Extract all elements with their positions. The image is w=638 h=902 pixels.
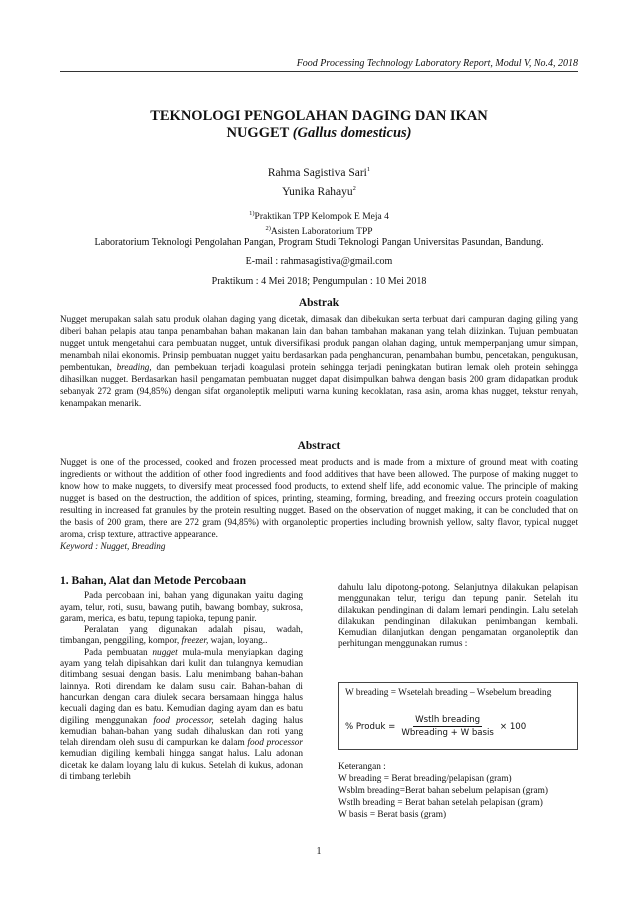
author-1-sup: 1	[366, 166, 371, 173]
abstrak-heading: Abstrak	[298, 297, 340, 309]
formula-breading: W breading = Wsetelah breading – Wsebelum breading	[345, 688, 552, 698]
metode-part-d: kemudian digiling kembali hingga sangat halus. Lalu adonan dicetak ke dalam loyang lalu di kukus. Setelah di kukus, adonan di timbang terlebih	[60, 749, 303, 783]
metode-part-c: setelah daging halus kemudian bahan-bahan yang sudah dihaluskan dan roti yang telah direndam oleh susu di campurkan ke dalam	[60, 715, 303, 749]
dates: Praktikum : 4 Mei 2018; Pengumpulan : 10 Mei 2018	[211, 276, 427, 287]
title-line-2-plain: NUGGET	[226, 125, 293, 141]
paragraph-bahan: Pada percobaan ini, bahan yang digunakan yaitu daging ayam, telur, roti, susu, bawang putih, bawang bombay, sukrosa, garam, merica, es batu, tepung tapioka, tepung panir.	[60, 591, 303, 624]
keterangan-item: W breading = Berat breading/pelapisan (gram)	[338, 774, 512, 784]
keywords: Keyword : Nugget, Breading	[60, 541, 166, 551]
abstrak-text-part-2: dan pembekuan terjadi koagulasi protein sehingga terjadi peningkatan butiran lemak oleh protein sehingga dihasilkan nugget. Berdasarkan hasil pengamatan pembuatan nugget dapat disimpulkan bahwa dengan basis 200 gram didapatkan produk sebanyak 272 gram (94,85%) dengan sifat organoleptik meliputi warna kuning kecoklatan, rasa asin, aroma khas nugget, tekstur renyah, kenampakan menarik.	[60, 362, 578, 408]
formula-lhs: % Produk =	[345, 721, 396, 732]
lab-affiliation: Laboratorium Teknologi Pengolahan Pangan, Program Studi Teknologi Pangan Universitas Pasundan, Bandung.	[94, 237, 544, 248]
paragraph-alat-italic: freezer,	[181, 636, 209, 647]
title-line-2	[60, 125, 578, 142]
abstrak-text	[60, 313, 578, 409]
keterangan-item: W basis = Berat basis (gram)	[338, 810, 447, 820]
paragraph-continued: dahulu lalu dipotong-potong. Selanjutnya dilakukan pelapisan menggunakan telur, terigu dan tepung panir. Setelah itu dilakukan pendinginan di dalam lemari pendingin. Lalu setelah dilakukan pendinginan dilakukan penimbangan kembali. Kemudian dilanjutkan dengan pengamatan organoleptik dan perhitungan menggunakan rumus :	[338, 583, 578, 650]
paper-title	[60, 108, 578, 142]
formula-rhs: × 100	[499, 721, 527, 732]
title-line-2-italic: (Gallus domesticus)	[292, 125, 412, 141]
author-2-name: Yunika Rahayu	[282, 185, 353, 198]
abstract-text	[60, 456, 578, 552]
author-2-sup: 2	[352, 184, 356, 192]
authors	[60, 162, 578, 200]
abstrak-text-part-1: Nugget merupakan salah satu produk olahan daging yang dicetak, dimasak dan dibekukan serta terbuat dari campuran daging giling yang diberi bahan pelapis atau tanpa penambahan bahan makanan lain dan bahan tambahan makanan yang telah diizinkan. Tujuan pembuatan nugget untuk mengetahui cara pembuatan nugget, untuk diversifikasi produk pangan olahan daging, untuk memperpanjang umur simpan, menambah nilai ekonomis. Prinsip pembuatan nugget yaitu berdasarkan pada penghancuran, penambahan bumbu, pencetakan, pengukusan, pembentukan,	[60, 314, 578, 372]
paragraph-metode	[60, 648, 303, 784]
keterangan	[338, 761, 578, 821]
left-column	[60, 576, 303, 783]
formula-numerator: Wstlh breading	[415, 715, 481, 725]
email: E-mail : rahmasagistiva@gmail.com	[245, 256, 393, 267]
formula-percent-product	[345, 715, 526, 738]
abstract-body: Nugget is one of the processed, cooked and frozen processed meat products and is made from a mixture of ground meat with coating ingredients or without the addition of other food ingredients and food additives that have been allowed. The purpose of making nugget to know how to make nuggets, to diversify meat processed food products, to extend shelf life, add economic value. The principle of making nugget is based on the destruction, the addition of spices, printing, steaming, forming, breading, and freezing occurs protein coagulation resulting in increased fat granules by the protein resulting nugget. Based on the observation of nugget making, it can be concluded that on the basis of 200 gram, there are 272 gram (94,85%) with organoleptic properties including brownish yellow, salty flavor, typical nugget aroma, crisp texture, attractive appearance.	[60, 457, 578, 539]
page-number: 1	[316, 846, 322, 857]
keterangan-item: Wstlh breading = Berat bahan setelah pelapisan (gram)	[338, 798, 543, 808]
affiliation-2-sup: 2)	[265, 225, 271, 233]
title-line-1: TEKNOLOGI PENGOLAHAN DAGING DAN IKAN	[150, 108, 488, 124]
paragraph-alat-part-2: wajan, loyang..	[208, 636, 268, 647]
metode-part-b: mula-mula menyiapkan daging ayam yang telah dipisahkan dari kulit dan tulangnya kemudian ditimbang sesuai dengan basis. Lalu menimbang bahan-bahan lainnya. Roti direndam ke dalam susu cair. Bahan-bahan di hancurkan dengan cara diulek secara bersamaan hingga halus kecuali daging dan es batu. Kemudian daging ayam dan es batu digiling menggunakan	[60, 647, 303, 726]
formula-denominator: Wbreading + W basis	[401, 728, 494, 738]
affiliation-1-text: Praktikan TPP Kelompok E Meja 4	[254, 212, 389, 223]
affiliations	[60, 208, 578, 238]
abstract-heading: Abstract	[297, 440, 341, 452]
section-1-heading: 1. Bahan, Alat dan Metode Percobaan	[60, 575, 247, 587]
metode-italic-3: food processor	[247, 738, 303, 749]
author-1	[60, 162, 578, 181]
keterangan-title: Keterangan :	[338, 762, 386, 772]
affiliation-2-text: Asisten Laboratorium TPP	[270, 227, 373, 238]
metode-part-a: Pada pembuatan	[84, 647, 153, 658]
right-column	[338, 583, 578, 651]
keterangan-item: Wsblm breading=Berat bahan sebelum pelapisan (gram)	[338, 786, 548, 796]
formula-box	[338, 682, 578, 750]
abstrak-text-italic: breading,	[116, 362, 152, 372]
affiliation-1	[60, 208, 578, 223]
running-header: Food Processing Technology Laboratory Report, Modul V, No.4, 2018	[60, 58, 578, 72]
affiliation-1-sup: 1)	[249, 210, 255, 217]
metode-italic-2: food processor,	[153, 715, 214, 726]
paragraph-alat	[60, 625, 303, 648]
formula-fraction	[399, 715, 496, 738]
author-1-name: Rahma Sagistiva Sari	[267, 166, 367, 179]
author-2	[60, 181, 578, 200]
paragraph-alat-part-1: Peralatan yang digunakan adalah pisau, wadah, timbangan, penggiling, kompor,	[60, 625, 303, 647]
metode-italic-1: nugget	[152, 647, 178, 658]
